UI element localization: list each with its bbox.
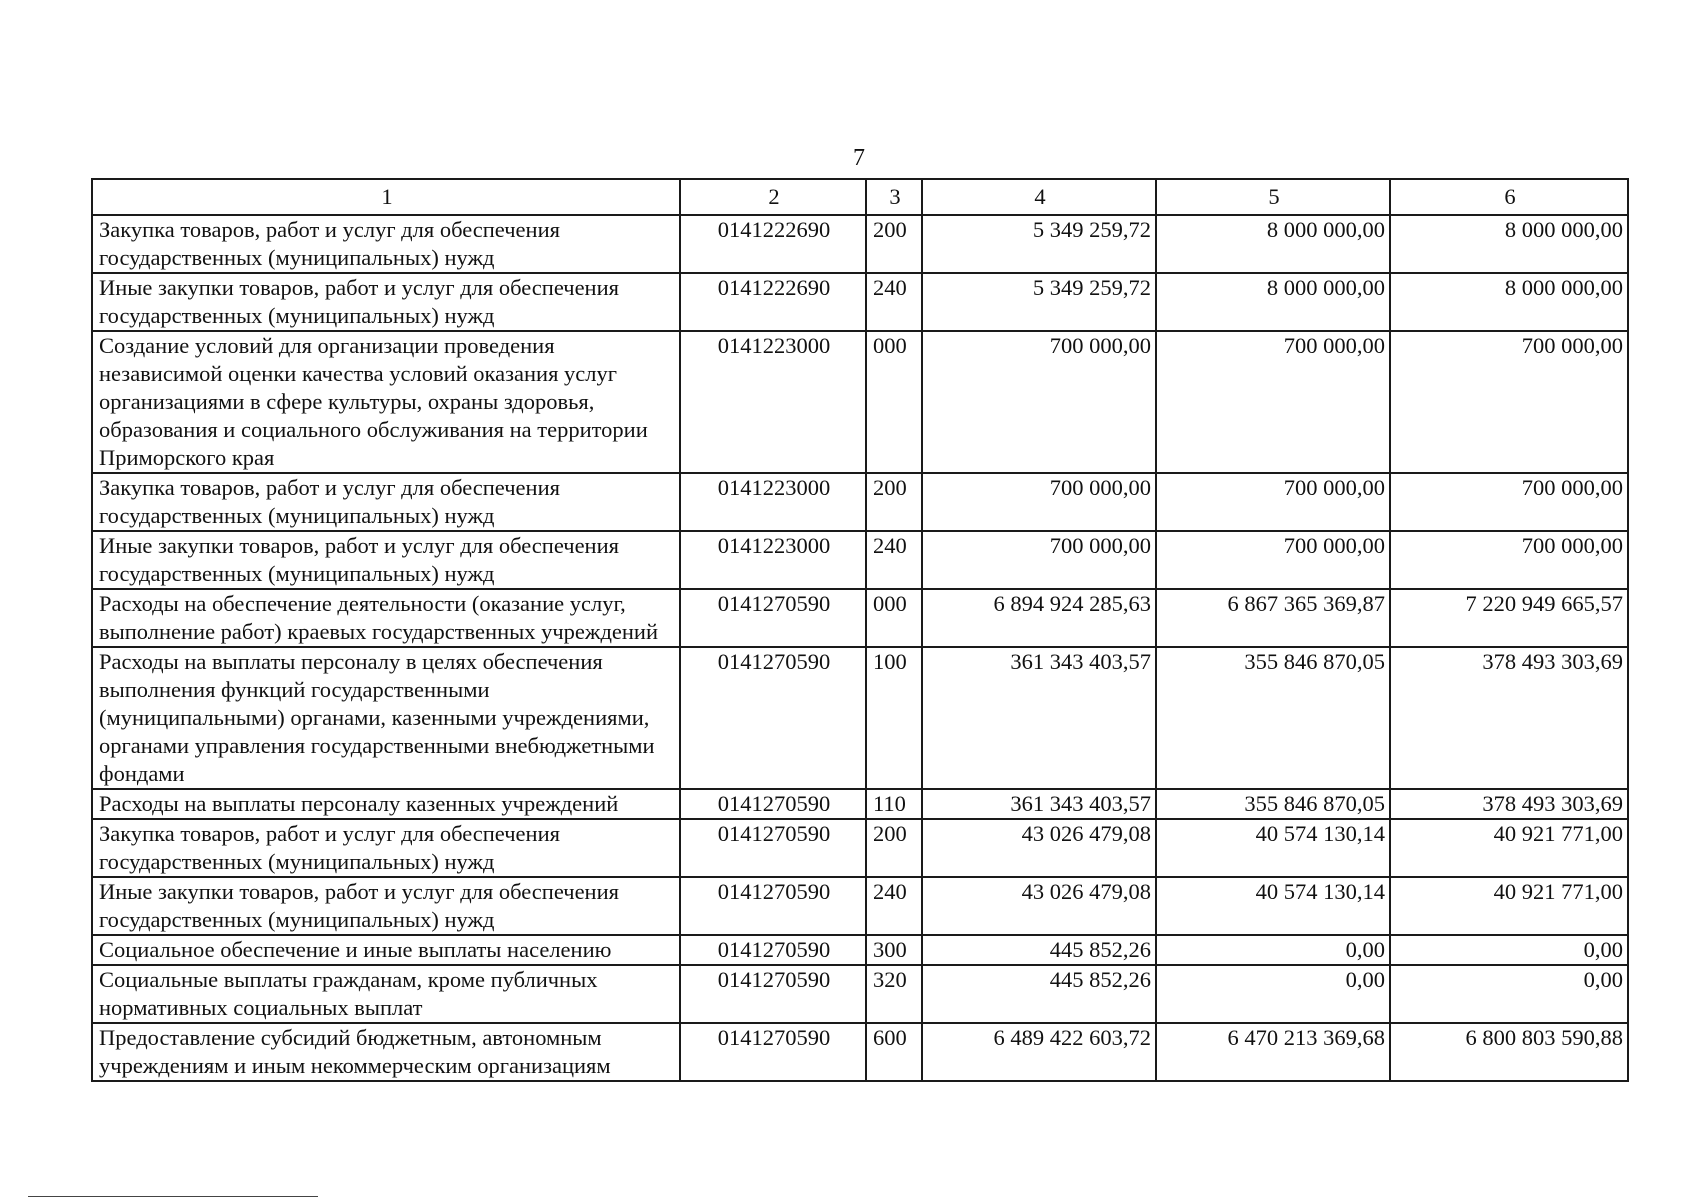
table-row	[92, 935, 1628, 965]
row-amount-col6: 378 493 303,69	[1390, 647, 1628, 789]
table-row	[92, 589, 1628, 647]
column-header-1: 1	[92, 179, 680, 215]
row-amount-col5: 6 867 365 369,87	[1156, 589, 1390, 647]
budget-table	[91, 178, 1629, 1082]
row-code-cell: 0141223000	[680, 331, 866, 473]
row-code-cell: 0141270590	[680, 935, 866, 965]
row-amount-col5: 355 846 870,05	[1156, 647, 1390, 789]
row-name-cell: Расходы на выплаты персоналу казенных учреждений	[92, 789, 680, 819]
row-amount-col6: 40 921 771,00	[1390, 819, 1628, 877]
table-row	[92, 473, 1628, 531]
row-kind-cell: 240	[866, 273, 922, 331]
row-name-cell: Иные закупки товаров, работ и услуг для обеспечения государственных (муниципальных) нужд	[92, 531, 680, 589]
row-name-cell: Иные закупки товаров, работ и услуг для обеспечения государственных (муниципальных) нужд	[92, 877, 680, 935]
row-code-cell: 0141270590	[680, 965, 866, 1023]
footnote-rule	[28, 1196, 318, 1197]
row-kind-cell: 200	[866, 473, 922, 531]
row-amount-col4: 361 343 403,57	[922, 789, 1156, 819]
row-amount-col5: 700 000,00	[1156, 531, 1390, 589]
table-body	[92, 179, 1628, 1081]
row-code-cell: 0141270590	[680, 647, 866, 789]
row-amount-col4: 6 894 924 285,63	[922, 589, 1156, 647]
column-header-4: 4	[922, 179, 1156, 215]
row-name-cell: Расходы на выплаты персоналу в целях обеспечения выполнения функций государственными (муниципальными) органами, казенными учреждениями, органами управления государственными внебюджетными фондами	[92, 647, 680, 789]
row-amount-col6: 0,00	[1390, 935, 1628, 965]
row-name-cell: Создание условий для организации проведения независимой оценки качества условий оказания услуг организациями в сфере культуры, охраны здоровья, образования и социального обслуживания на территории Приморского края	[92, 331, 680, 473]
row-name-cell: Расходы на обеспечение деятельности (оказание услуг, выполнение работ) краевых государственных учреждений	[92, 589, 680, 647]
row-amount-col5: 700 000,00	[1156, 473, 1390, 531]
table-row	[92, 877, 1628, 935]
row-code-cell: 0141223000	[680, 531, 866, 589]
row-amount-col6: 700 000,00	[1390, 473, 1628, 531]
row-code-cell: 0141223000	[680, 473, 866, 531]
table-row	[92, 965, 1628, 1023]
row-amount-col6: 7 220 949 665,57	[1390, 589, 1628, 647]
table-row	[92, 819, 1628, 877]
row-name-cell: Иные закупки товаров, работ и услуг для обеспечения государственных (муниципальных) нужд	[92, 273, 680, 331]
row-kind-cell: 200	[866, 819, 922, 877]
column-header-3: 3	[866, 179, 922, 215]
row-amount-col5: 0,00	[1156, 935, 1390, 965]
table-row	[92, 273, 1628, 331]
column-header-6: 6	[1390, 179, 1628, 215]
row-amount-col5: 8 000 000,00	[1156, 273, 1390, 331]
row-code-cell: 0141222690	[680, 215, 866, 273]
row-amount-col6: 6 800 803 590,88	[1390, 1023, 1628, 1081]
row-amount-col5: 6 470 213 369,68	[1156, 1023, 1390, 1081]
column-header-5: 5	[1156, 179, 1390, 215]
row-amount-col6: 378 493 303,69	[1390, 789, 1628, 819]
page-number: 7	[853, 145, 865, 171]
row-code-cell: 0141270590	[680, 789, 866, 819]
row-name-cell: Предоставление субсидий бюджетным, автономным учреждениям и иным некоммерческим организациям	[92, 1023, 680, 1081]
row-amount-col4: 6 489 422 603,72	[922, 1023, 1156, 1081]
row-code-cell: 0141270590	[680, 819, 866, 877]
row-amount-col4: 700 000,00	[922, 331, 1156, 473]
row-kind-cell: 600	[866, 1023, 922, 1081]
row-amount-col5: 40 574 130,14	[1156, 877, 1390, 935]
row-amount-col5: 0,00	[1156, 965, 1390, 1023]
row-amount-col5: 355 846 870,05	[1156, 789, 1390, 819]
row-amount-col4: 5 349 259,72	[922, 273, 1156, 331]
row-code-cell: 0141270590	[680, 589, 866, 647]
row-amount-col4: 43 026 479,08	[922, 877, 1156, 935]
row-kind-cell: 320	[866, 965, 922, 1023]
row-kind-cell: 240	[866, 877, 922, 935]
row-amount-col6: 8 000 000,00	[1390, 215, 1628, 273]
row-amount-col4: 445 852,26	[922, 935, 1156, 965]
row-amount-col5: 8 000 000,00	[1156, 215, 1390, 273]
row-name-cell: Закупка товаров, работ и услуг для обеспечения государственных (муниципальных) нужд	[92, 819, 680, 877]
row-kind-cell: 000	[866, 589, 922, 647]
row-name-cell: Закупка товаров, работ и услуг для обеспечения государственных (муниципальных) нужд	[92, 473, 680, 531]
row-kind-cell: 300	[866, 935, 922, 965]
row-amount-col4: 445 852,26	[922, 965, 1156, 1023]
row-name-cell: Социальные выплаты гражданам, кроме публичных нормативных социальных выплат	[92, 965, 680, 1023]
table-row	[92, 331, 1628, 473]
row-name-cell: Закупка товаров, работ и услуг для обеспечения государственных (муниципальных) нужд	[92, 215, 680, 273]
row-code-cell: 0141222690	[680, 273, 866, 331]
row-amount-col6: 700 000,00	[1390, 331, 1628, 473]
row-amount-col5: 700 000,00	[1156, 331, 1390, 473]
row-kind-cell: 100	[866, 647, 922, 789]
table-row	[92, 1023, 1628, 1081]
row-amount-col6: 0,00	[1390, 965, 1628, 1023]
row-amount-col4: 361 343 403,57	[922, 647, 1156, 789]
table-row	[92, 789, 1628, 819]
row-kind-cell: 200	[866, 215, 922, 273]
row-amount-col6: 8 000 000,00	[1390, 273, 1628, 331]
row-name-cell: Социальное обеспечение и иные выплаты населению	[92, 935, 680, 965]
table-row	[92, 215, 1628, 273]
row-amount-col6: 40 921 771,00	[1390, 877, 1628, 935]
column-header-2: 2	[680, 179, 866, 215]
row-amount-col4: 43 026 479,08	[922, 819, 1156, 877]
row-code-cell: 0141270590	[680, 877, 866, 935]
row-amount-col5: 40 574 130,14	[1156, 819, 1390, 877]
row-kind-cell: 110	[866, 789, 922, 819]
row-kind-cell: 240	[866, 531, 922, 589]
row-code-cell: 0141270590	[680, 1023, 866, 1081]
table-row	[92, 531, 1628, 589]
row-kind-cell: 000	[866, 331, 922, 473]
row-amount-col6: 700 000,00	[1390, 531, 1628, 589]
row-amount-col4: 700 000,00	[922, 531, 1156, 589]
row-amount-col4: 700 000,00	[922, 473, 1156, 531]
row-amount-col4: 5 349 259,72	[922, 215, 1156, 273]
table-row	[92, 647, 1628, 789]
column-number-row	[92, 179, 1628, 215]
